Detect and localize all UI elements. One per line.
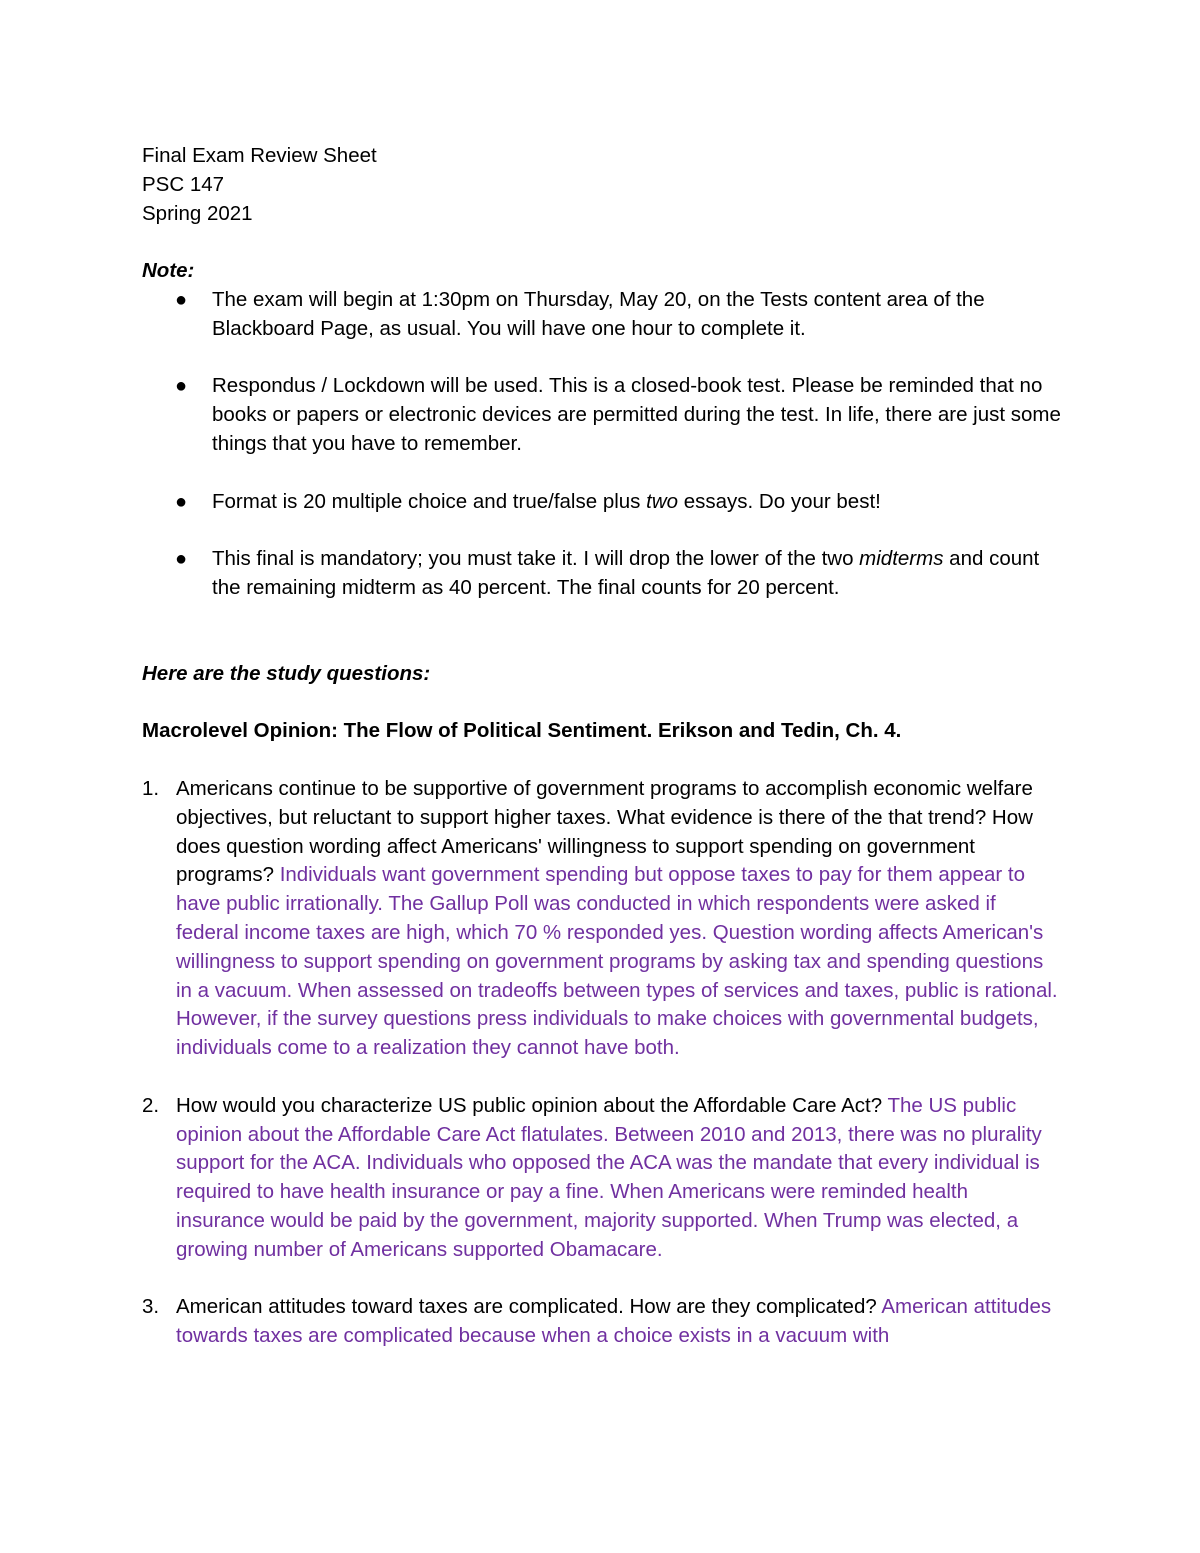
note-text-end: and count the remaining midterm as 40 percent. The final counts for 20 percent.	[212, 547, 1040, 599]
note-text: Respondus / Lockdown will be used. This is a closed-book test. Please be reminded that no books or papers or electronic devices are permitted during the test. In life, there are just some things that you have to remember.	[212, 374, 1061, 455]
document-title: Final Exam Review Sheet	[142, 144, 377, 167]
question-text: How would you characterize US public opinion about the Affordable Care Act?	[176, 1093, 888, 1117]
bullet-icon: ●	[175, 548, 188, 571]
question-text: American attitudes toward taxes are complicated. How are they complicated?	[176, 1295, 882, 1319]
answer-text: The US public opinion about the Affordable Care Act flatulates. Between 2010 and 2013, there was no plurality support for the ACA. Individuals who opposed the ACA was the mandate that every individual is required to have health insurance or pay a fine. When Americans were reminded health insurance would be paid by the government, majority supported. When Trump was elected, a growing number of Americans supported Obamacare.	[176, 1093, 1042, 1261]
course-code: PSC 147	[142, 172, 225, 196]
note-item	[142, 372, 1062, 458]
question-item	[142, 775, 1062, 1063]
note-text-emphasis: midterms	[859, 547, 944, 571]
question-number: 2.	[142, 1093, 160, 1117]
answer-text: American attitudes towards taxes are complicated because when a choice exists in a vacuum with	[176, 1295, 1052, 1348]
question-item	[142, 1092, 1062, 1265]
answer-text: Individuals want government spending but oppose taxes to pay for them appear to have public irrationally. The Gallup Poll was conducted in which respondents were asked if federal income taxes are high, which 70 % responded yes. Question wording affects American's willingness to support spending on government programs by asking tax and spending questions in a vacuum. When assessed on tradeoffs between types of services and taxes, public is rational. However, if the survey questions press individuals to make choices with governmental budgets, individuals come to a realization they cannot have both.	[176, 863, 1058, 1060]
question-number: 1.	[142, 776, 160, 800]
note-item	[142, 488, 1062, 517]
question-number: 3.	[142, 1295, 160, 1319]
note-text-emphasis: two	[646, 489, 679, 513]
note-item	[142, 286, 1062, 344]
study-questions-heading: Here are the study questions:	[142, 661, 431, 685]
bullet-icon: ●	[175, 288, 188, 311]
note-text-start: This final is mandatory; you must take it. I will drop the lower of the two	[212, 547, 860, 571]
note-text: The exam will begin at 1:30pm on Thursday, May 20, on the Tests content area of the Blackboard Page, as usual. You will have one hour to complete it.	[212, 287, 985, 340]
bullet-icon: ●	[175, 490, 188, 513]
question-item	[142, 1293, 1062, 1351]
questions-list	[142, 775, 1062, 1351]
note-text-end: essays. Do your best!	[678, 489, 881, 513]
question-text: Americans continue to be supportive of government programs to accomplish economic welfare objectives, but reluctant to support higher taxes. What evidence is there of the that trend? How does question wording affect Americans' willingness to support spending on government programs?	[176, 776, 1033, 887]
note-item	[142, 545, 1062, 603]
section-heading: Macrolevel Opinion: The Flow of Political Sentiment. Erikson and Tedin, Ch. 4.	[142, 719, 902, 743]
bullet-icon: ●	[175, 375, 188, 398]
term: Spring 2021	[142, 201, 253, 225]
document-body	[142, 142, 1062, 1380]
notes-list	[142, 286, 1062, 603]
note-label: Note:	[142, 259, 195, 283]
note-text-start: Format is 20 multiple choice and true/false plus	[212, 489, 647, 513]
